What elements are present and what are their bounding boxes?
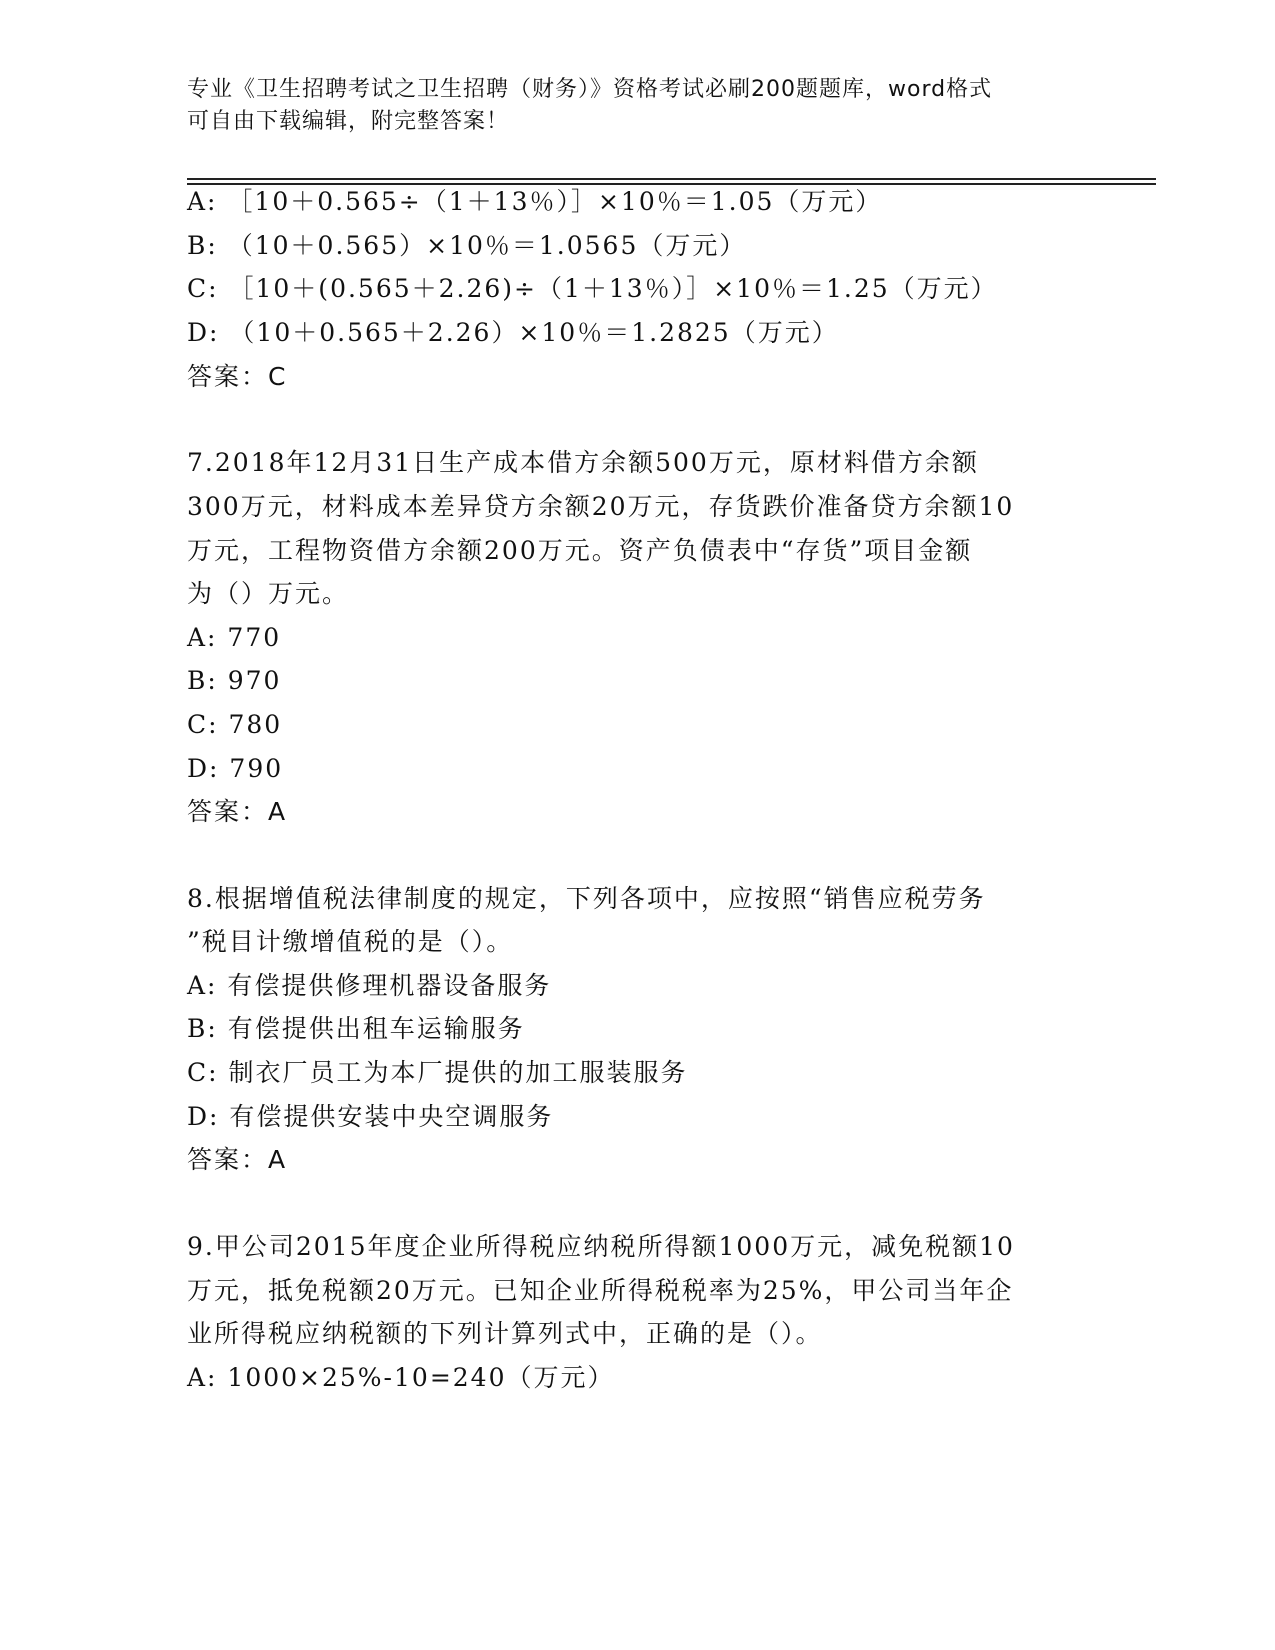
q6-answer: 答案：C (187, 362, 288, 391)
q8-stem-line-1: 8.根据增值税法律制度的规定，下列各项中，应按照“销售应税劳务 (187, 884, 986, 913)
q7-stem-line-1: 7.2018年12月31日生产成本借方余额500万元，原材料借方余额 (187, 448, 979, 477)
q7-stem-line-4: 为（）万元。 (187, 579, 350, 608)
q6-option-a: A: ［10＋0.565÷（1＋13％）］×10％＝1.05（万元） (187, 187, 883, 216)
header-line-2: 可自由下载编辑，附完整答案！ (187, 109, 510, 134)
q7-answer: 答案：A (187, 797, 288, 826)
q7-stem-line-2: 300万元，材料成本差异贷方余额20万元，存货跌价准备贷方余额10 (187, 492, 1015, 521)
q6-option-c: C: ［10＋(0.565＋2.26)÷（1＋13％）］×10％＝1.25（万元） (187, 274, 998, 303)
q8-stem-line-2: ”税目计缴增值税的是（）。 (187, 927, 514, 956)
header-rule-bottom (187, 183, 1156, 185)
q8-option-c: C: 制衣厂员工为本厂提供的加工服装服务 (187, 1058, 688, 1087)
q7-option-b: B: 970 (187, 666, 282, 695)
q7-stem-line-3: 万元，工程物资借方余额200万元。资产负债表中“存货”项目金额 (187, 536, 973, 565)
q8-option-d: D: 有偿提供安装中央空调服务 (187, 1102, 554, 1131)
q6-option-b: B: （10＋0.565）×10％＝1.0565（万元） (187, 231, 747, 260)
q9-option-a: A: 1000×25%-10=240（万元） (187, 1363, 615, 1392)
q8-option-a: A: 有偿提供修理机器设备服务 (187, 971, 552, 1000)
q6-option-d: D: （10＋0.565＋2.26）×10％＝1.2825（万元） (187, 318, 839, 347)
q7-option-a: A: 770 (187, 623, 282, 652)
header-line-1: 专业《卫生招聘考试之卫生招聘（财务）》资格考试必刷200题题库，word格式 (187, 77, 993, 102)
q8-option-b: B: 有偿提供出租车运输服务 (187, 1014, 525, 1043)
q8-answer: 答案：A (187, 1145, 288, 1174)
header-rule-top (187, 178, 1156, 180)
q7-option-c: C: 780 (187, 710, 283, 739)
q7-option-d: D: 790 (187, 754, 284, 783)
q9-stem-line-1: 9.甲公司2015年度企业所得税应纳税所得额1000万元，减免税额10 (187, 1232, 1015, 1261)
q9-stem-line-3: 业所得税应纳税额的下列计算列式中，正确的是（）。 (187, 1319, 823, 1348)
q9-stem-line-2: 万元，抵免税额20万元。已知企业所得税税率为25%，甲公司当年企 (187, 1276, 1014, 1305)
document-header (187, 74, 1087, 138)
